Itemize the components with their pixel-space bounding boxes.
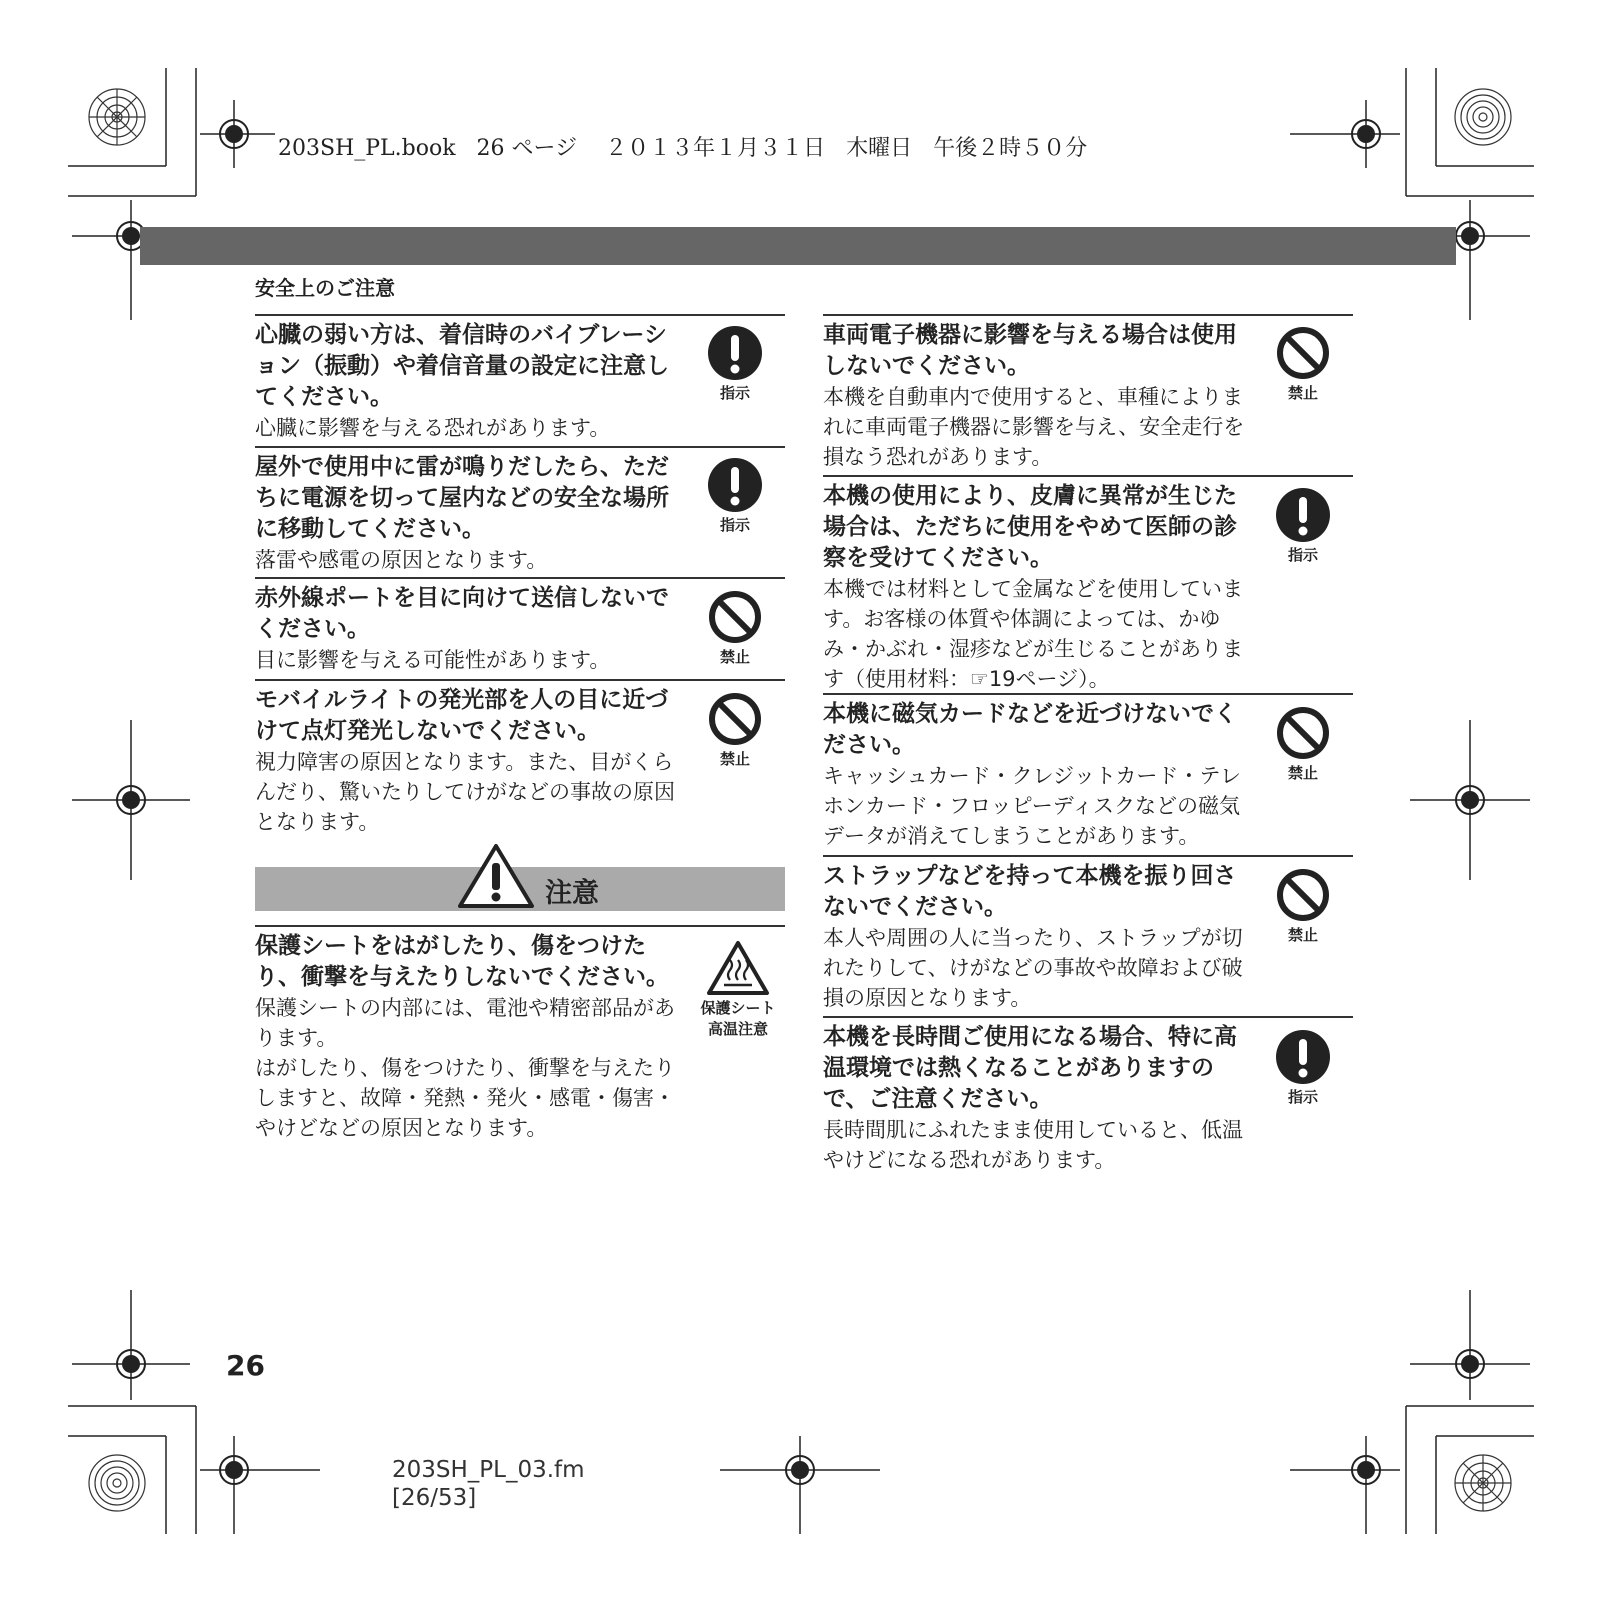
warning-body: キャッシュカード・クレジットカード・テレホンカード・フロッピーディスクなどの磁気データが消えてしまうことがあります。: [823, 764, 1242, 848]
prohibition-label: 禁止: [719, 750, 750, 768]
caution-triangle-icon: [457, 843, 535, 909]
warning-item: [255, 320, 685, 443]
file-header: [278, 131, 1087, 162]
warning-title: 本機に磁気カードなどを近づけないでください。: [823, 701, 1237, 758]
prohibition-icon: [1273, 326, 1333, 403]
instruction-icon: [1273, 488, 1333, 565]
instruction-label: 指示: [719, 384, 750, 402]
prohibition-icon: [1273, 706, 1333, 783]
warning-item: [823, 1022, 1255, 1175]
divider: [823, 693, 1353, 695]
sheet-heat-icon: [690, 940, 786, 1040]
caution-header: [255, 867, 785, 911]
file-footer: [392, 1456, 585, 1512]
date: ２０１３年１月３１日: [605, 136, 826, 161]
footer-file: 203SH_PL_03.fm: [392, 1457, 585, 1483]
footer-pages: [26/53]: [392, 1485, 477, 1511]
warning-title: 赤外線ポートを目に向けて送信しないでください。: [255, 585, 669, 642]
divider: [823, 314, 1353, 316]
warning-title: ストラップなどを持って本機を振り回さないでください。: [823, 863, 1237, 920]
prohibition-icon: [705, 692, 765, 769]
divider: [255, 446, 785, 448]
warning-body: 長時間肌にふれたまま使用していると、低温やけどになる恐れがあります。: [823, 1118, 1243, 1172]
warning-title: モバイルライトの発光部を人の目に近づけて点灯発光しないでください。: [255, 687, 669, 744]
warning-item: [823, 861, 1255, 1013]
instruction-icon: [705, 458, 765, 535]
warning-item: [823, 699, 1255, 851]
divider: [255, 679, 785, 681]
divider: [823, 1016, 1353, 1018]
instruction-label: 指示: [1287, 546, 1318, 564]
prohibition-label: 禁止: [719, 648, 750, 666]
warning-item: [823, 481, 1255, 694]
warning-body: 本機を自動車内で使用すると、車種によりまれに車両電子機器に影響を与え、安全走行を損なう恐れがあります。: [823, 385, 1245, 469]
caution-body: はがしたり、傷をつけたり、衝撃を与えたりしますと、故障・発熱・発火・感電・傷害・やけどなどの原因となります。: [255, 1056, 675, 1140]
divider: [823, 855, 1353, 857]
instruction-label: 指示: [1287, 1088, 1318, 1106]
caution-item: [255, 931, 685, 1143]
warning-body: 心臓に影響を与える恐れがあります。: [255, 416, 611, 440]
divider: [823, 475, 1353, 477]
book-name: 203SH_PL.book: [278, 136, 456, 161]
warning-item: [823, 320, 1255, 472]
instruction-icon: [705, 326, 765, 403]
warning-body: 落雷や感電の原因となります。: [255, 548, 548, 572]
prohibition-label: 禁止: [1287, 384, 1318, 402]
prohibition-icon: [705, 590, 765, 667]
divider: [255, 577, 785, 579]
warning-title: 車両電子機器に影響を与える場合は使用しないでください。: [823, 322, 1237, 379]
page-number: 26: [226, 1349, 265, 1382]
prohibition-icon: [1273, 868, 1333, 945]
warning-title: 屋外で使用中に雷が鳴りだしたら、ただちに電源を切って屋内などの安全な場所に移動してください。: [255, 454, 669, 542]
warning-body: 目に影響を与える可能性があります。: [255, 648, 611, 672]
warning-title: 本機の使用により、皮膚に異常が生じた場合は、ただちに使用をやめて医師の診察を受けてください。: [823, 483, 1237, 571]
caution-label: 注意: [545, 878, 599, 909]
section-title: 安全上のご注意: [255, 276, 395, 300]
warning-item: [255, 685, 685, 837]
prohibition-label: 禁止: [1287, 764, 1318, 782]
warning-item: [255, 583, 685, 675]
warning-title: 本機を長時間ご使用になる場合、特に高温環境では熱くなることがありますので、ご注意ください。: [823, 1024, 1237, 1112]
sheet-label: 保護シート: [700, 999, 776, 1017]
weekday: 木曜日: [846, 136, 913, 161]
caution-title: 保護シートをはがしたり、傷をつけたり、衝撃を与えたりしないでください。: [255, 933, 669, 990]
page-label: 26 ページ: [476, 136, 578, 161]
prohibition-label: 禁止: [1287, 926, 1318, 944]
warning-title: 心臓の弱い方は、着信時のバイブレーション（振動）や着信音量の設定に注意してください。: [255, 322, 669, 410]
header-band: [140, 227, 1456, 265]
warning-body: 視力障害の原因となります。また、目がくらんだり、驚いたりしてけがなどの事故の原因となります。: [255, 750, 675, 834]
heat-label: 高温注意: [707, 1020, 768, 1038]
instruction-icon: [1273, 1030, 1333, 1107]
time: 午後２時５０分: [933, 136, 1088, 161]
warning-body: 本人や周囲の人に当ったり、ストラップが切れたりして、けがなどの事故や故障および破損の原因となります。: [823, 926, 1243, 1010]
divider: [255, 314, 785, 316]
divider: [255, 925, 785, 927]
warning-body: 本機では材料として金属などを使用しています。お客様の体質や体調によっては、かゆみ・かぶれ・湿疹などが生じることがあります（使用材料：☞19ページ）。: [823, 577, 1243, 691]
instruction-label: 指示: [719, 516, 750, 534]
caution-body: 保護シートの内部には、電池や精密部品があります。: [255, 996, 675, 1050]
warning-item: [255, 452, 685, 575]
